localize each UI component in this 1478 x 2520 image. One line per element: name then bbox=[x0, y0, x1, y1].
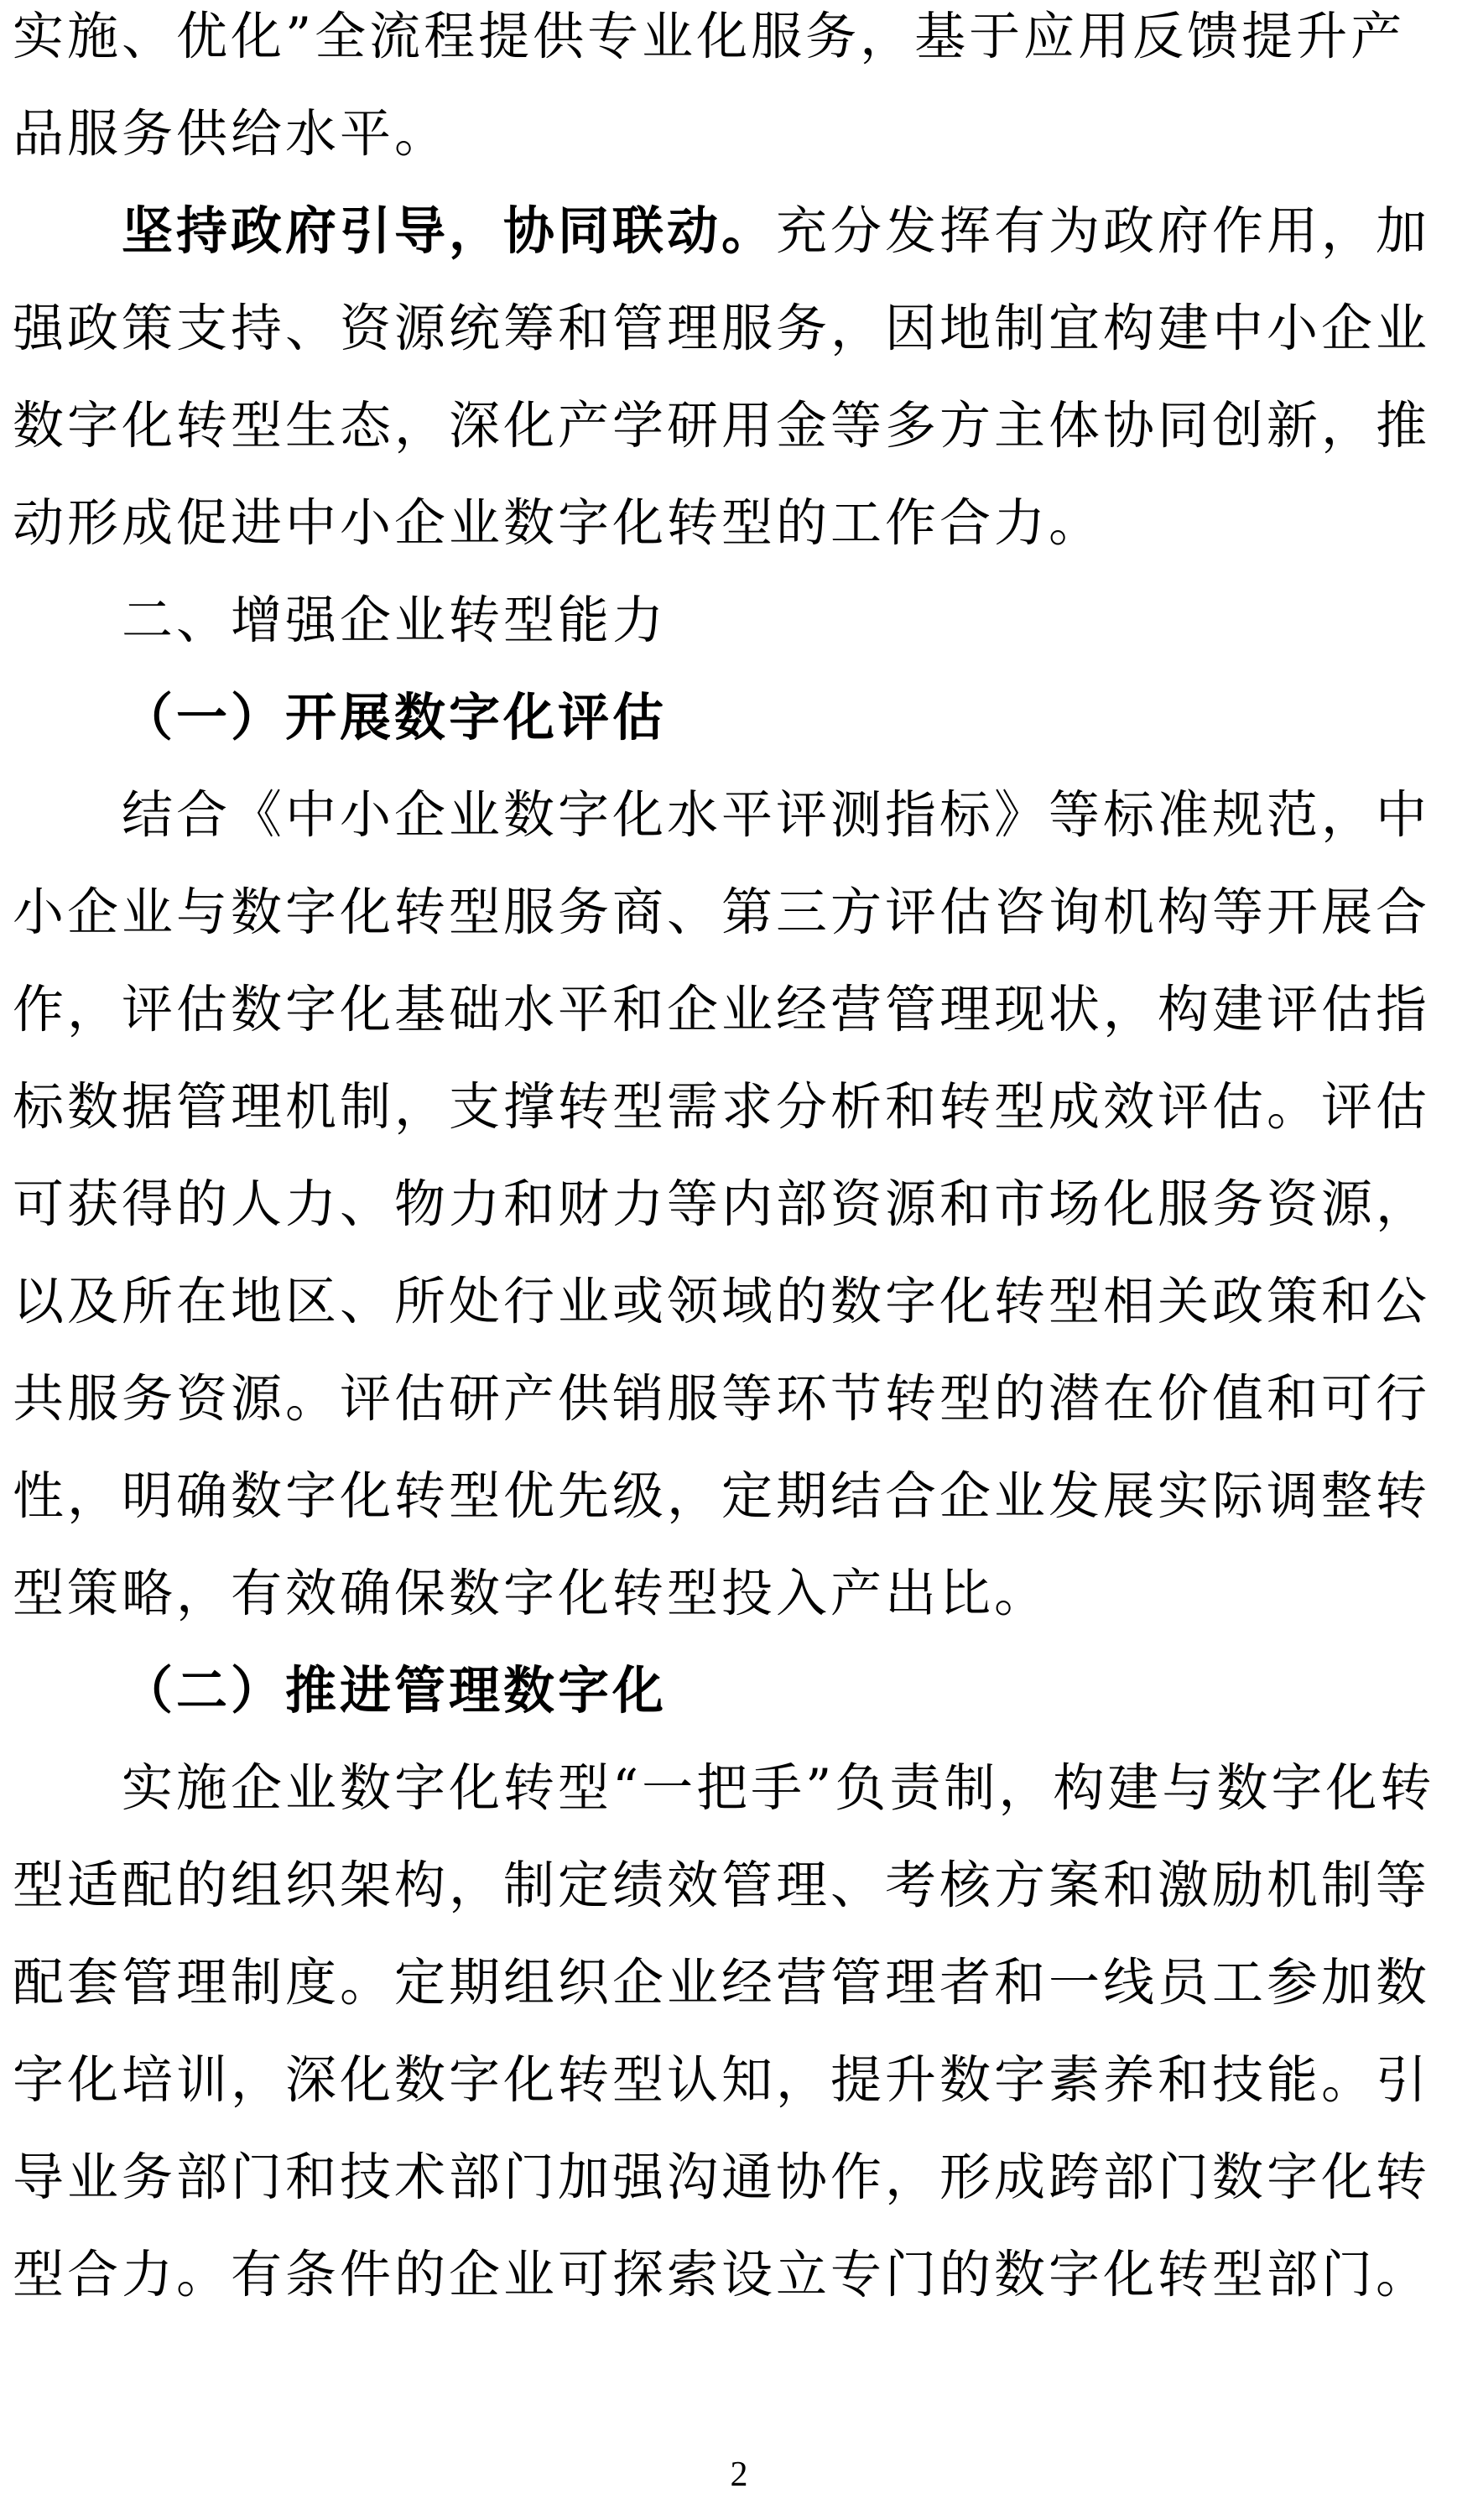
principle-heading: 坚持政府引导，协同联动。 bbox=[122, 201, 777, 261]
text-line: 型合力。有条件的企业可探索设立专门的数字化转型部门。 bbox=[13, 2245, 1431, 2304]
text-line: 标数据管理机制，支撑转型需求分析和转型成效评估。评估 bbox=[13, 1077, 1431, 1137]
text-line: 型策略，有效确保数字化转型投入产出比。 bbox=[13, 1564, 1049, 1623]
text-line: 结合《中小企业数字化水平评测指标》等标准规范，中 bbox=[122, 785, 1431, 845]
text-line: 配套管理制度。定期组织企业经营管理者和一线员工参加数 bbox=[13, 1953, 1431, 2012]
assessment-paragraph bbox=[13, 767, 1472, 1643]
principle-paragraph bbox=[13, 183, 1472, 572]
text-line: 型适配的组织架构，制定绩效管理、考核方案和激励机制等 bbox=[13, 1856, 1431, 1915]
text-line: 字化培训，深化数字化转型认知，提升数字素养和技能。引 bbox=[13, 2050, 1431, 2110]
text-line: 强政策支持、资源统筹和管理服务，因地制宜构建中小企业 bbox=[13, 299, 1431, 358]
principle-text: 充分发挥有为政府作用，加 bbox=[776, 201, 1431, 261]
text-line bbox=[13, 183, 1472, 280]
page-number: 2 bbox=[730, 2455, 748, 2494]
text-line: 品服务供给水平。 bbox=[13, 104, 450, 164]
text-line: 导业务部门和技术部门加强沟通协作，形成跨部门数字化转 bbox=[13, 2148, 1431, 2207]
text-line: 小企业与数字化转型服务商、第三方评估咨询机构等开展合 bbox=[13, 883, 1431, 942]
text-line: 实施企业数字化转型“一把手”负责制，构建与数字化转 bbox=[122, 1758, 1435, 1818]
subsection-heading: （二）推进管理数字化 bbox=[122, 1661, 668, 1721]
management-paragraph bbox=[13, 1740, 1472, 2324]
text-line: 可获得的人力、物力和财力等内部资源和市场化服务资源， bbox=[13, 1174, 1431, 1234]
text-line: 实施、优化”全流程提供专业化服务，基于应用反馈提升产 bbox=[13, 7, 1406, 66]
section-heading: 二、增强企业转型能力 bbox=[122, 591, 668, 650]
text-line: 性，明确数字化转型优先级，定期结合企业发展实际调整转 bbox=[13, 1466, 1431, 1526]
text-line: 作，评估数字化基础水平和企业经营管理现状，构建评估指 bbox=[13, 980, 1431, 1039]
text-line: 数字化转型生态，深化产学研用金等多方主体协同创新，推 bbox=[13, 396, 1431, 456]
text-line: 共服务资源。评估研产供销服等环节转型的潜在价值和可行 bbox=[13, 1369, 1431, 1429]
continuation-paragraph bbox=[13, 0, 1472, 183]
text-line: 以及所在地区、所处行业或领域的数字化转型相关政策和公 bbox=[13, 1272, 1431, 1331]
text-line: 动形成促进中小企业数字化转型的工作合力。 bbox=[13, 493, 1104, 553]
document-page bbox=[13, 0, 1472, 2324]
subsection-heading: （一）开展数字化评估 bbox=[122, 688, 668, 747]
